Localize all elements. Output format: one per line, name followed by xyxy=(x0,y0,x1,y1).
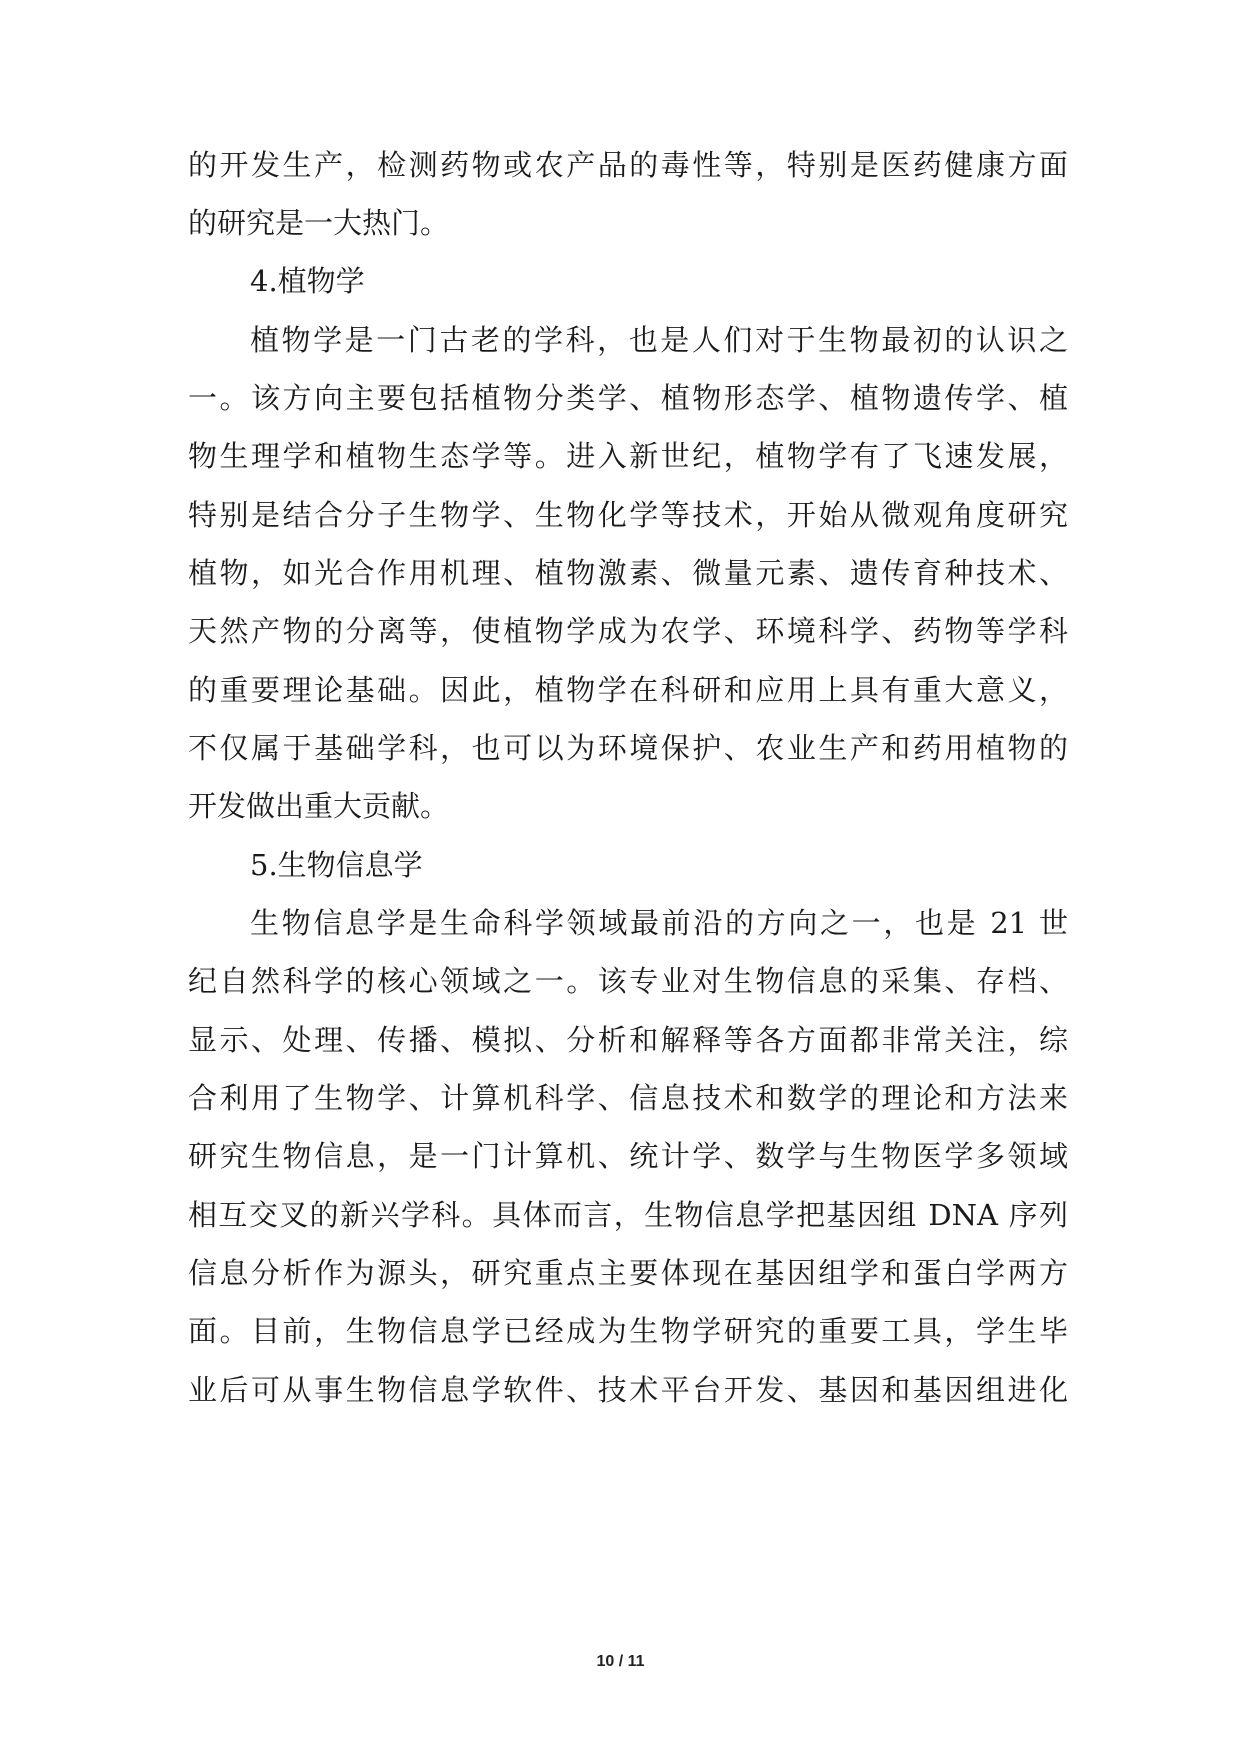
text-line: 植物学是一门古老的学科，也是人们对于生物最初的认识之 xyxy=(250,323,1068,357)
text-line: 开发做出重大贡献。 xyxy=(188,789,450,823)
text-line: 物生理学和植物生态学等。进入新世纪，植物学有了飞速发展， xyxy=(188,439,1068,473)
text-line: 纪自然科学的核心领域之一。该专业对生物信息的采集、存档、 xyxy=(188,964,1068,998)
text-line: 植物，如光合作用机理、植物激素、微量元素、遗传育种技术、 xyxy=(188,556,1068,590)
text-line: 业后可从事生物信息学软件、技术平台开发、基因和基因组进化 xyxy=(188,1373,1068,1407)
text-line: 天然产物的分离等，使植物学成为农学、环境科学、药物等学科 xyxy=(188,614,1068,648)
text-line: 面。目前，生物信息学已经成为生物学研究的重要工具，学生毕 xyxy=(188,1314,1068,1348)
text-line: 的研究是一大热门。 xyxy=(188,206,450,240)
text-line: 显示、处理、传播、模拟、分析和解释等各方面都非常关注，综 xyxy=(188,1023,1068,1057)
text-line: 的重要理论基础。因此，植物学在科研和应用上具有重大意义， xyxy=(188,673,1068,707)
text-line: 研究生物信息，是一门计算机、统计学、数学与生物医学多领域 xyxy=(188,1139,1068,1173)
text-line: 相互交叉的新兴学科。具体而言，生物信息学把基因组 DNA 序列 xyxy=(188,1198,1068,1232)
section-heading-bioinformatics: 5.生物信息学 xyxy=(250,848,423,882)
text-line: 合利用了生物学、计算机科学、信息技术和数学的理论和方法来 xyxy=(188,1081,1068,1115)
section-heading-botany: 4.植物学 xyxy=(250,264,365,298)
text-line: 生物信息学是生命科学领域最前沿的方向之一，也是 21 世 xyxy=(250,906,1068,940)
page-number: 10 / 11 xyxy=(596,1653,645,1670)
text-line: 不仅属于基础学科，也可以为环境保护、农业生产和药用植物的 xyxy=(188,731,1068,765)
text-line: 的开发生产，检测药物或农产品的毒性等，特别是医药健康方面 xyxy=(188,148,1068,182)
text-line: 一。该方向主要包括植物分类学、植物形态学、植物遗传学、植 xyxy=(188,381,1068,415)
text-line: 特别是结合分子生物学、生物化学等技术，开始从微观角度研究 xyxy=(188,498,1068,532)
text-line: 信息分析作为源头，研究重点主要体现在基因组学和蛋白学两方 xyxy=(188,1256,1068,1290)
